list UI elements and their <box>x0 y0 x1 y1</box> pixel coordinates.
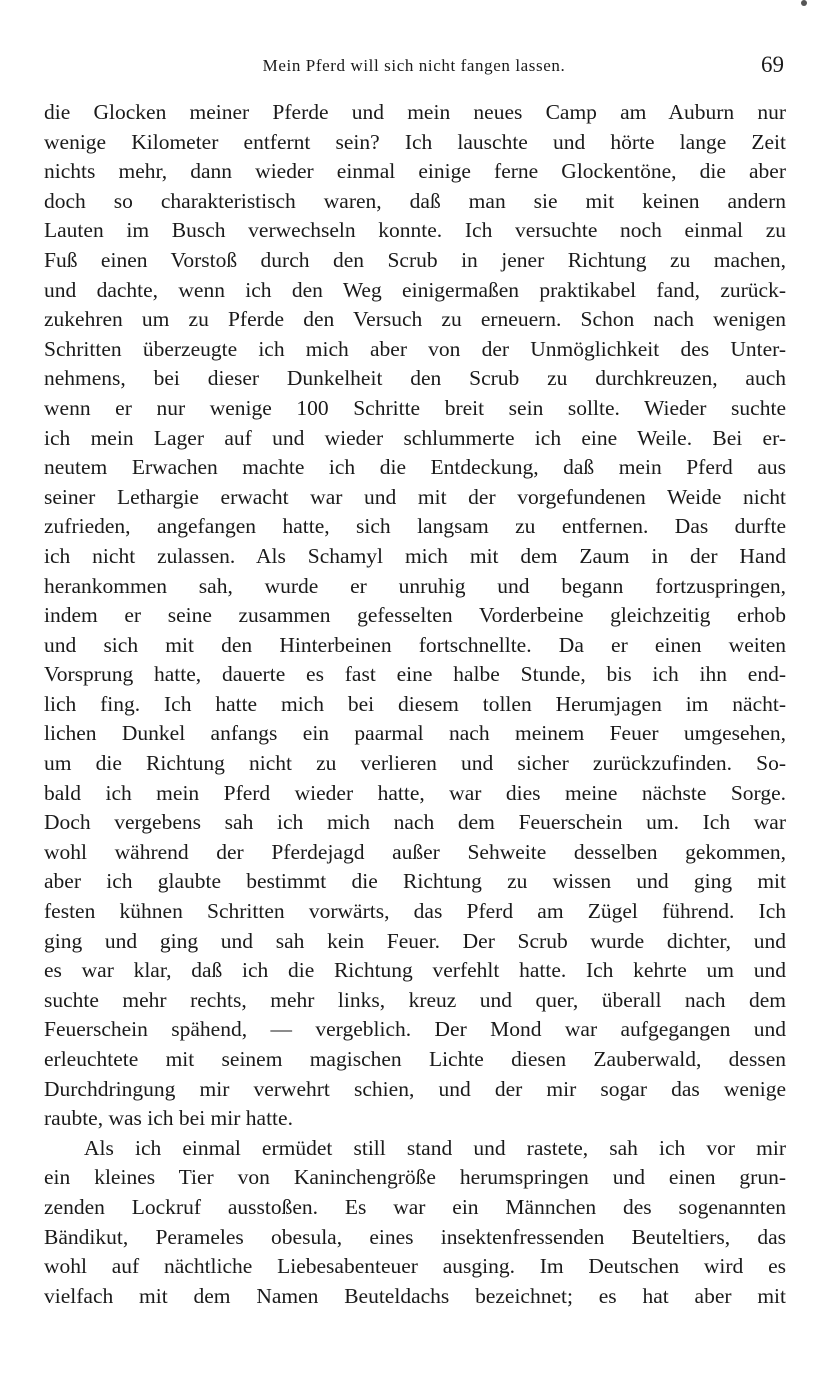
text-line: wenn er nur wenige 100 Schritte breit sein sollte. Wieder suchte <box>44 395 786 420</box>
text-line: lich fing. Ich hatte mich bei diesem tollen Herumjagen im nächt- <box>44 691 786 716</box>
text-line: raubte, was ich bei mir hatte. <box>44 1106 293 1131</box>
text-line: zukehren um zu Pferde den Versuch zu erneuern. Schon nach wenigen <box>44 307 786 332</box>
text-line: bald ich mein Pferd wieder hatte, war dies meine nächste Sorge. <box>44 780 786 805</box>
text-line: ging und ging und sah kein Feuer. Der Scrub wurde dichter, und <box>44 928 786 953</box>
text-line: zufrieden, angefangen hatte, sich langsam zu entfernen. Das durfte <box>44 514 786 539</box>
text-line: nehmens, bei dieser Dunkelheit den Scrub zu durchkreuzen, auch <box>44 366 786 391</box>
text-line: wenige Kilometer entfernt sein? Ich lauschte und hörte lange Zeit <box>44 129 786 154</box>
text-line: festen kühnen Schritten vorwärts, das Pferd am Zügel führend. Ich <box>44 899 786 924</box>
text-line: erleuchtete mit seinem magischen Lichte diesen Zauberwald, dessen <box>44 1047 786 1071</box>
text-line: Als ich einmal ermüdet still stand und rastete, sah ich vor mir <box>84 1135 786 1160</box>
page-number: 69 <box>761 52 784 77</box>
text-line: indem er seine zusammen gefesselten Vorderbeine gleichzeitig erhob <box>44 603 786 628</box>
text-line: Vorsprung hatte, dauerte es fast eine halbe Stunde, bis ich ihn end- <box>44 662 786 687</box>
text-line: Lauten im Busch verwechseln konnte. Ich versuchte noch einmal zu <box>44 218 786 243</box>
page-header <box>44 52 784 82</box>
text-line: ein kleines Tier von Kaninchengröße herumspringen und einen grun- <box>44 1165 786 1190</box>
text-line: zenden Lockruf ausstoßen. Es war ein Männchen des sogenannten <box>44 1194 786 1219</box>
page-corner-mark <box>801 0 807 6</box>
text-line: nichts mehr, dann wieder einmal einige ferne Glockentöne, die aber <box>44 159 786 184</box>
text-line: um die Richtung nicht zu verlieren und sicher zurückzufinden. So- <box>44 751 786 776</box>
text-line: Fuß einen Vorstoß durch den Scrub in jener Richtung zu machen, <box>44 247 786 272</box>
text-line: und sich mit den Hinterbeinen fortschnellte. Da er einen weiten <box>44 632 786 657</box>
text-line: suchte mehr rechts, mehr links, kreuz und quer, überall nach dem <box>44 987 786 1012</box>
text-line: doch so charakteristisch waren, daß man sie mit keinen andern <box>44 188 786 213</box>
paragraph-2 <box>44 1134 786 1312</box>
text-line: und dachte, wenn ich den Weg einigermaßen praktikabel fand, zurück- <box>44 277 786 302</box>
text-line: Schritten überzeugte ich mich aber von der Unmöglichkeit des Unter- <box>44 336 786 361</box>
text-line: wohl auf nächtliche Liebesabenteuer ausging. Im Deutschen wird es <box>44 1254 786 1279</box>
text-line: seiner Lethargie erwacht war und mit der vorgefundenen Weide nicht <box>44 484 786 509</box>
text-line: ich nicht zulassen. Als Schamyl mich mit dem Zaum in der Hand <box>44 543 786 568</box>
text-line: herankommen sah, wurde er unruhig und begann fortzuspringen, <box>44 573 786 598</box>
text-line: die Glocken meiner Pferde und mein neues Camp am Auburn nur <box>44 100 786 124</box>
text-line: Feuerschein spähend, — vergeblich. Der Mond war aufgegangen und <box>44 1017 786 1042</box>
text-line: lichen Dunkel anfangs ein paarmal nach meinem Feuer umgesehen, <box>44 721 786 746</box>
text-line: wohl während der Pferdejagd außer Sehweite desselben gekommen, <box>44 839 786 864</box>
text-line: Durchdringung mir verwehrt schien, und der mir sogar das wenige <box>44 1076 786 1101</box>
text-line: neutem Erwachen machte ich die Entdeckung, daß mein Pferd aus <box>44 455 786 480</box>
text-line: Bändikut, Perameles obesula, eines insektenfressenden Beuteltiers, das <box>44 1224 786 1249</box>
text-line: ich mein Lager auf und wieder schlummerte ich eine Weile. Bei er- <box>44 425 786 450</box>
text-line: aber ich glaubte bestimmt die Richtung zu wissen und ging mit <box>44 869 786 894</box>
text-line: Doch vergebens sah ich mich nach dem Feuerschein um. Ich war <box>44 810 786 835</box>
text-line: vielfach mit dem Namen Beuteldachs bezeichnet; es hat aber mit <box>44 1283 786 1308</box>
running-title: Mein Pferd will sich nicht fangen lassen. <box>262 56 566 75</box>
body-text <box>44 98 786 1311</box>
paragraph-1 <box>44 98 786 1134</box>
text-line: es war klar, daß ich die Richtung verfehlt hatte. Ich kehrte um und <box>44 958 786 983</box>
